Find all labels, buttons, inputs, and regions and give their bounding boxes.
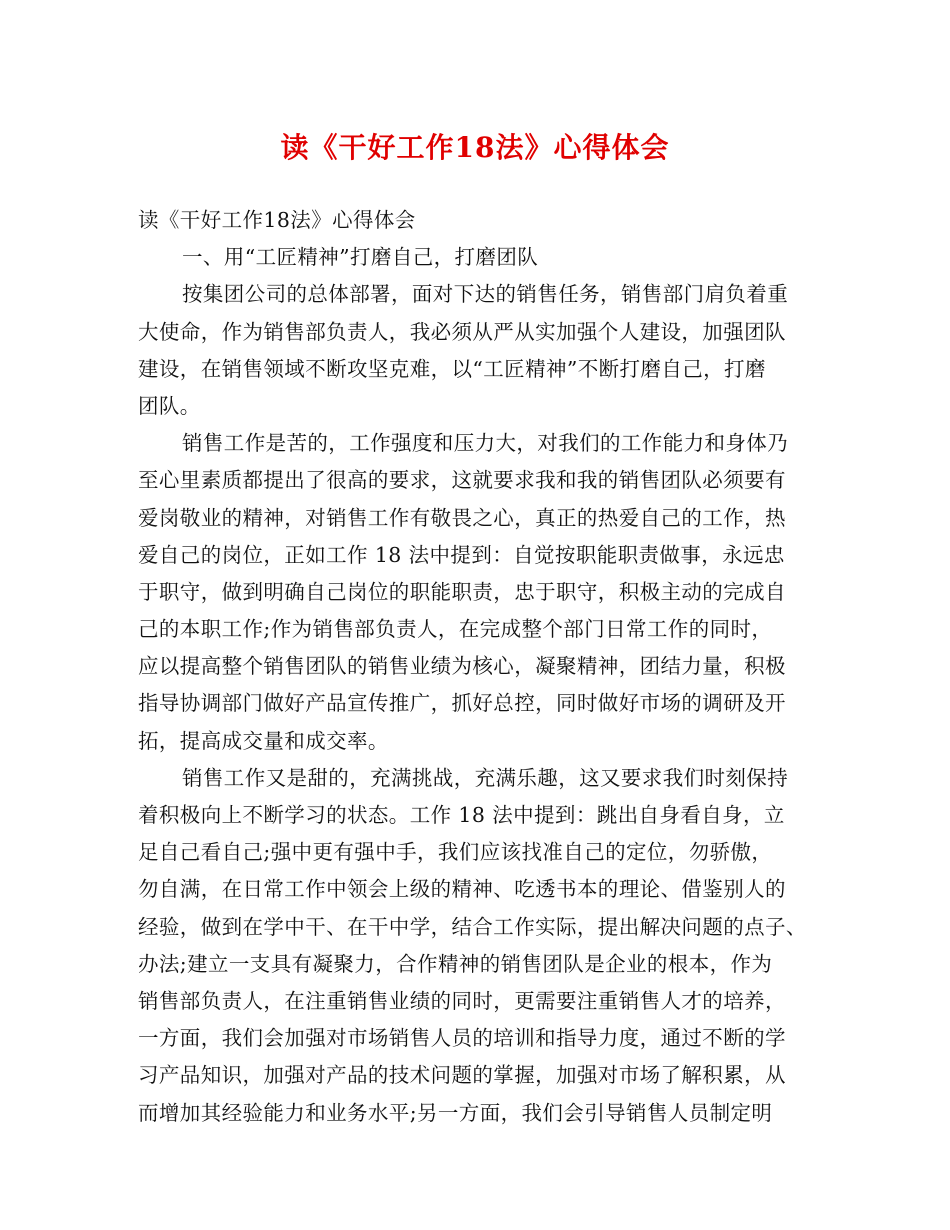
document-body <box>138 202 828 1132</box>
paragraph-line: 应以提高整个销售团队的销售业绩为核心，凝聚精神，团结力量，积极 <box>138 654 786 679</box>
paragraph-line: 销售工作又是甜的，充满挑战，充满乐趣，这又要求我们时刻保持 <box>182 765 789 790</box>
paragraph-line: 销售工作是苦的，工作强度和压力大，对我们的工作能力和身体乃 <box>182 431 789 456</box>
paragraph-line: 办法;建立一支具有凝聚力，合作精神的销售团队是企业的根本，作为 <box>138 951 773 976</box>
paragraph-line: 拓，提高成交量和成交率。 <box>138 728 389 753</box>
paragraph-line: 至心里素质都提出了很高的要求，这就要求我和我的销售团队必须要有 <box>138 468 786 493</box>
paragraph-line: 大使命，作为销售部负责人，我必须从严从实加强个人建设，加强团队 <box>138 319 786 344</box>
paragraph-line: 经验，做到在学中干、在干中学，结合工作实际，提出解决问题的点子、 <box>138 914 807 939</box>
paragraph-line: 习产品知识，加强对产品的技术问题的掌握，加强对市场了解积累，从 <box>138 1063 786 1088</box>
paragraph-line: 指导协调部门做好产品宣传推广，抓好总控，同时做好市场的调研及开 <box>138 691 786 716</box>
paragraph-line: 己的本职工作;作为销售部负责人，在完成整个部门日常工作的同时， <box>138 617 773 642</box>
paragraph-line: 建设，在销售领域不断攻坚克难，以“工匠精神”不断打磨自己，打磨 <box>138 356 766 381</box>
paragraph-line: 爱岗敬业的精神，对销售工作有敬畏之心，真正的热爱自己的工作，热 <box>138 505 786 530</box>
document-title: 读《干好工作18法》心得体会 <box>280 131 670 164</box>
section-heading: 一、用“工匠精神”打磨自己，打磨团队 <box>182 245 539 270</box>
paragraph-line: 爱自己的岗位，正如工作 18 法中提到：自觉按职能职责做事，永远忠 <box>138 542 785 567</box>
paragraph-line: 按集团公司的总体部署，面对下达的销售任务，销售部门肩负着重 <box>182 282 789 307</box>
paragraph-line: 着积极向上不断学习的状态。工作 18 法中提到：跳出自身看自身，立 <box>138 803 785 827</box>
paragraph-line: 团队。 <box>138 393 201 418</box>
paragraph-line: 于职守，做到明确自己岗位的职能职责，忠于职守，积极主动的完成自 <box>138 579 786 604</box>
paragraph-line: 销售部负责人，在注重销售业绩的同时，更需要注重销售人才的培养， <box>138 988 786 1013</box>
paragraph-line: 一方面，我们会加强对市场销售人员的培训和指导力度，通过不断的学 <box>138 1026 786 1051</box>
paragraph-line: 勿自满，在日常工作中领会上级的精神、吃透书本的理论、借鉴别人的 <box>138 877 786 902</box>
paragraph-line: 而增加其经验能力和业务水平;另一方面，我们会引导销售人员制定明 <box>138 1100 773 1125</box>
body-line-subtitle: 读《干好工作18法》心得体会 <box>138 208 416 232</box>
paragraph-line: 足自己看自己;强中更有强中手，我们应该找准自己的定位，勿骄傲， <box>138 840 773 865</box>
